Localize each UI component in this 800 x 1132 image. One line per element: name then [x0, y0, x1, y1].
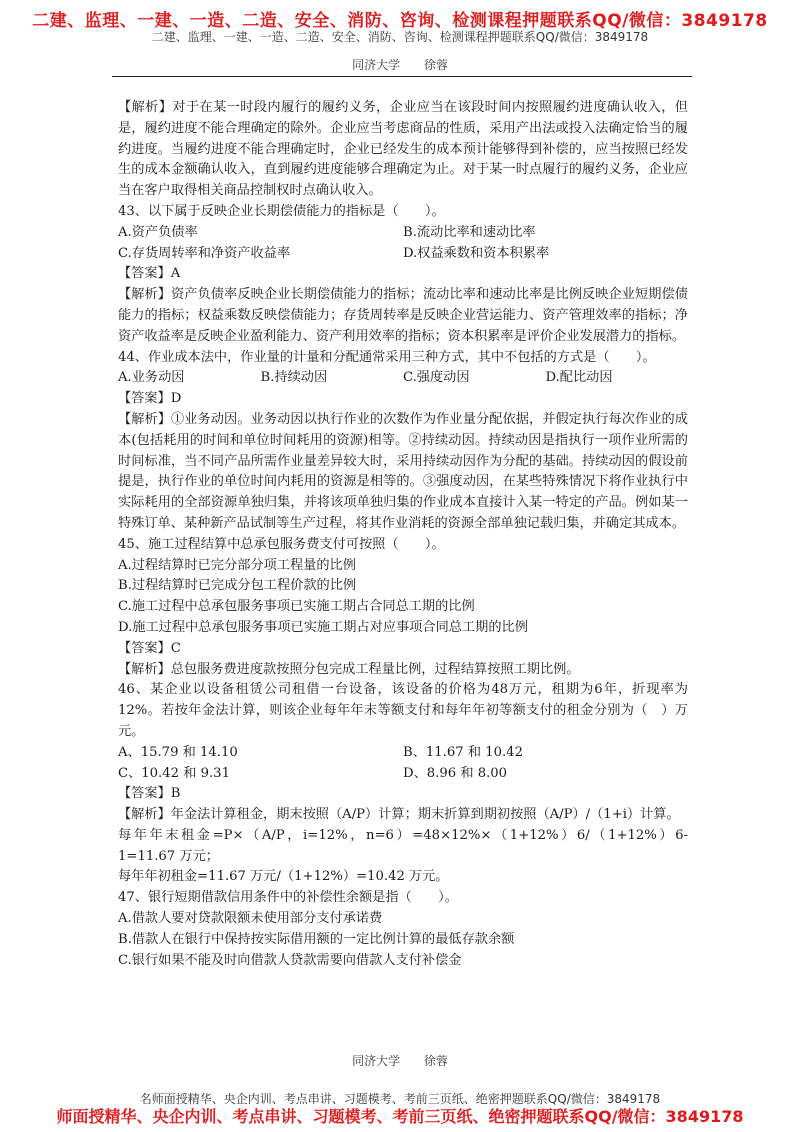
document-body [118, 98, 688, 971]
q43-option-b: B.流动比率和速动比率 [403, 224, 536, 240]
q43-question: 43、以下属于反映企业长期偿债能力的指标是（ ）。 [118, 203, 445, 219]
q45-option-b: B.过程结算时已完成分包工程价款的比例 [118, 578, 357, 594]
q47-option-a: A.借款人要对贷款限额未使用部分支付承诺费 [118, 911, 383, 927]
q46-calc-begin: 每年年初租金=11.67 万元/（1+12%）=10.42 万元。 [118, 869, 449, 885]
header-divider [112, 76, 692, 77]
q46-question: 46、某企业以设备租赁公司租借一台设备，该设备的价格为48万元，租期为6年，折现率为12%。若按年金法计算，则该企业每年年末等额支付和每年年初等额支付的租金分别为（ ）万元。 [118, 682, 688, 739]
q43-option-d: D.权益乘数和资本积累率 [403, 245, 550, 261]
q43-options-row2 [118, 244, 688, 265]
q46-option-c: C、10.42 和 9.31 [118, 765, 230, 781]
q45-answer: 【答案】C [118, 640, 181, 656]
q43-option-a: A.资产负债率 [118, 224, 198, 240]
intro-analysis: 【解析】对于在某一时段内履行的履约义务，企业应当在该段时间内按照履约进度确认收入，但是，履约进度不能合理确定的除外。企业应当考虑商品的性质，采用产出法或投入法确定恰当的履约进度。当履约进度不能合理确定时，企业已经发生的成本预计能够得到补偿的，应当按照已经发生的成本金额确认收入，直到履约进度能够合理确定为止。对于某一时点履行的履约义务，企业应当在客户取得相关商品控制权时点确认收入。 [118, 100, 688, 199]
q44-option-b: B.持续动因 [260, 370, 328, 386]
q44-answer: 【答案】D [118, 391, 182, 407]
page-header [0, 56, 800, 73]
q46-option-b: B、11.67 和 10.42 [403, 744, 523, 760]
q47-option-b: B.借款人在银行中保持按实际借用额的一定比例计算的最低存款余额 [118, 931, 515, 947]
q45-question: 45、施工过程结算中总承包服务费支付可按照（ ）。 [118, 536, 445, 552]
footer-school: 同济大学 [352, 1054, 401, 1068]
q46-analysis: 【解析】年金法计算租金，期末按照（A/P）计算；期末折算到期初按照（A/P）/（1+i）计算。 [118, 807, 680, 823]
q45-analysis: 【解析】总包服务费进度款按照分包完成工程量比例，过程结算按照工期比例。 [118, 661, 580, 677]
q43-analysis: 【解析】资产负债率反映企业长期偿债能力的指标；流动比率和速动比率是比例反映企业短期偿债能力的指标；权益乘数反映偿债能力；存货周转率是反映企业营运能力、资产管理效率的指标；净资产收益率是反映企业盈利能力、资产利用效率的指标；资本积累率是评价企业发展潜力的指标。 [118, 287, 688, 344]
q43-answer: 【答案】A [118, 266, 181, 282]
q47-question: 47、银行短期借款信用条件中的补偿性余额是指（ ）。 [118, 890, 458, 906]
bottom-contact-banner: 师面授精华、央企内训、考点串讲、习题模考、考前三页纸、绝密押题联系QQ/微信：3849178 [56, 1107, 744, 1126]
q46-option-a: A、15.79 和 14.10 [118, 744, 238, 760]
q43-options-row1 [118, 223, 688, 244]
q44-options [118, 368, 688, 389]
q46-options-row2 [118, 764, 688, 785]
q44-question: 44、作业成本法中，作业量的计量和分配通常采用三种方式，其中不包括的方式是（ ）。 [118, 349, 656, 365]
q43-option-c: C.存货周转率和净资产收益率 [118, 245, 291, 261]
footer-author: 徐蓉 [423, 1054, 448, 1068]
q45-option-d: D.施工过程中总承包服务事项已实施工期占对应事项合同总工期的比例 [118, 619, 528, 635]
top-contact-banner: 二建、监理、一建、一造、二造、安全、消防、咨询、检测课程押题联系QQ/微信：3849178 [32, 11, 768, 31]
header-author: 徐蓉 [423, 58, 448, 72]
q46-calc-end: 每年年末租金=P×（A/P，i=12%，n=6）=48×12%×（1+12%）6/（1+12%）6-1=11.67 万元； [118, 827, 688, 864]
q45-option-a: A.过程结算时已完分部分项工程量的比例 [118, 557, 356, 573]
q44-option-c: C.强度动因 [403, 370, 470, 386]
q47-option-c: C.银行如果不能及时向借款人贷款需要向借款人支付补偿金 [118, 952, 462, 968]
q46-answer: 【答案】B [118, 786, 181, 802]
page-footer [0, 1052, 800, 1069]
top-contact-subline: 二建、监理、一建、一造、二造、安全、消防、咨询、检测课程押题联系QQ/微信：3849178 [151, 30, 649, 44]
q44-option-a: A.业务动因 [118, 370, 185, 386]
q46-option-d: D、8.96 和 8.00 [403, 765, 508, 781]
q44-analysis: 【解析】①业务动因。业务动因以执行作业的次数作为作业量分配依据，并假定执行每次作业的成本(包括耗用的时间和单位时间耗用的资源)相等。②持续动因。持续动因是指执行一项作业所需的时间标准，当不同产品所需作业量差异较大时，采用持续动因作为分配的基础。持续动因的假设前提是，执行作业的单位时间内耗用的资源是相等的。③强度动因，在某些特殊情况下将作业执行中实际耗用的全部资源单独归集，并将该项单独归集的作业成本直接计入某一特定的产品。例如某一特殊订单、某种新产品试制等生产过程，将其作业消耗的资源全部单独记载归集，并确定其成本。 [118, 411, 688, 531]
q46-options-row1 [118, 743, 688, 764]
q45-option-c: C.施工过程中总承包服务事项已实施工期占合同总工期的比例 [118, 599, 475, 615]
q44-option-d: D.配比动因 [545, 370, 613, 386]
header-school: 同济大学 [352, 58, 401, 72]
bottom-contact-subline: 名师面授精华、央企内训、考点串讲、习题模考、考前三页纸、绝密押题联系QQ/微信：3849178 [139, 1092, 661, 1106]
